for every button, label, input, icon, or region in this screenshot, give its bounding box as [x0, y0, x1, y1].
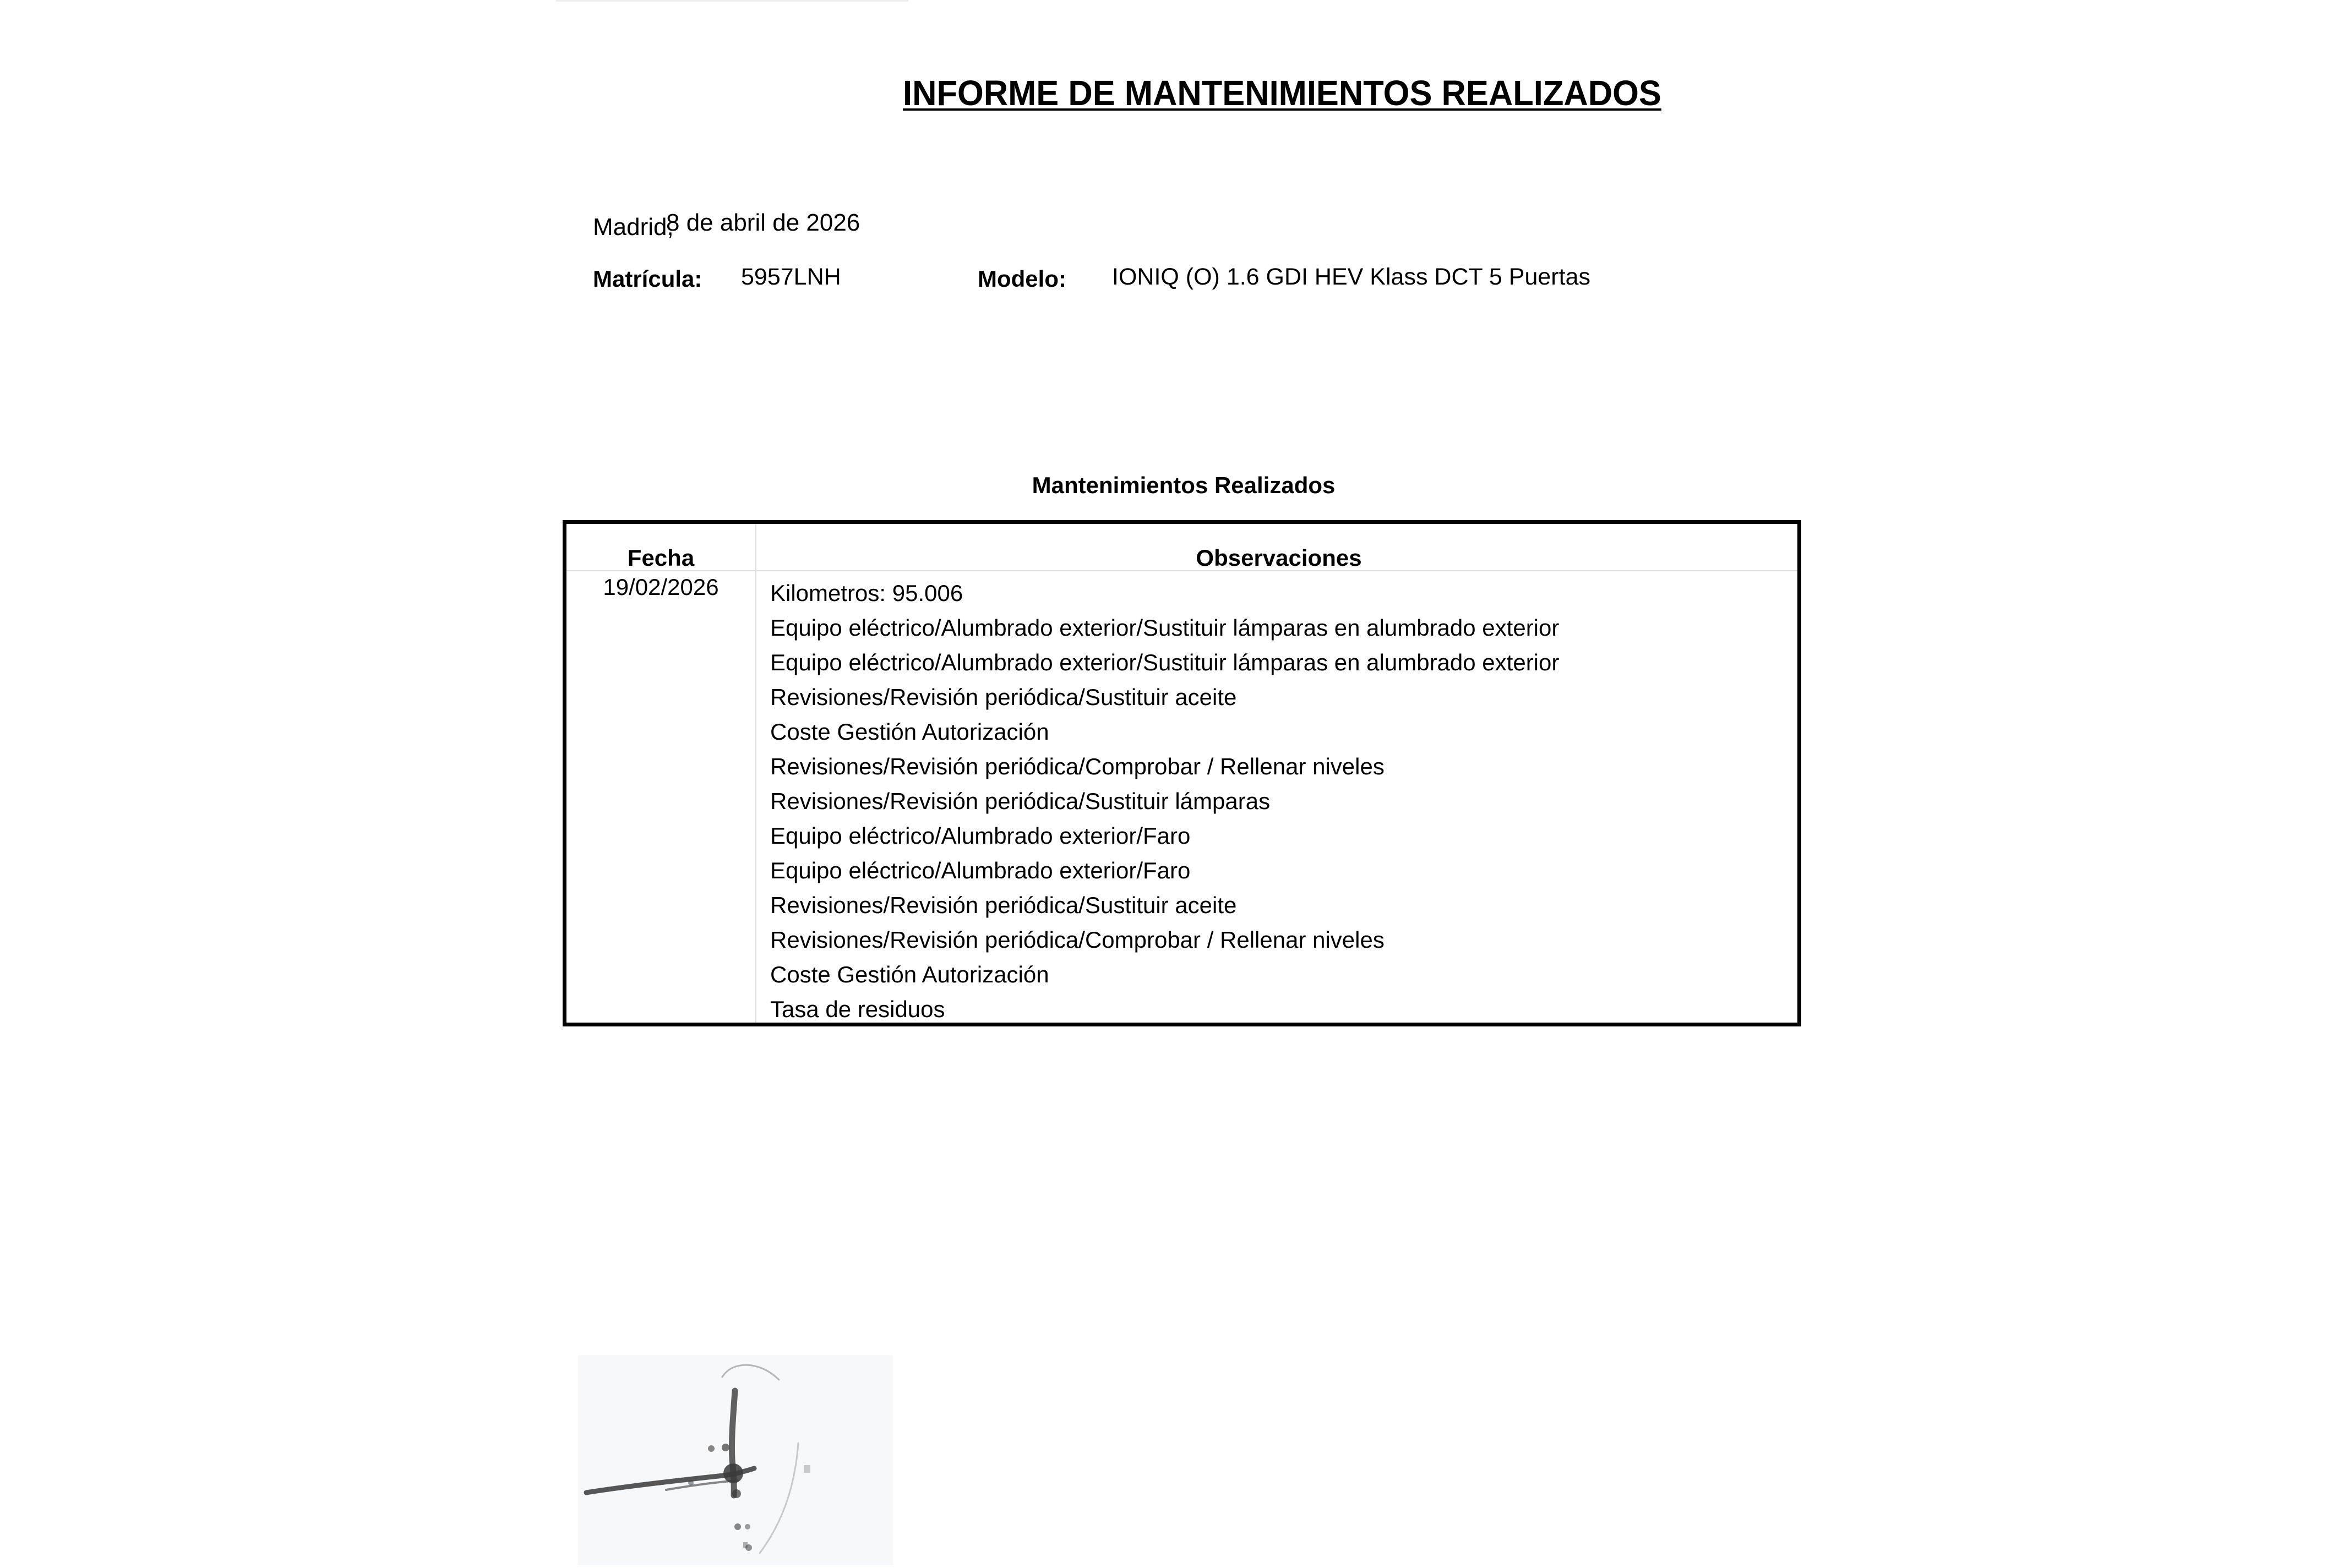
- observation-item: Equipo eléctrico/Alumbrado exterior/Faro: [770, 823, 1191, 849]
- observations-list: [770, 576, 1559, 1026]
- plate-label: Matrícula:: [593, 266, 702, 292]
- plate-value: 5957LNH: [741, 264, 841, 290]
- observation-item: Equipo eléctrico/Alumbrado exterior/Sustituir lámparas en alumbrado exterior: [770, 615, 1560, 641]
- observation-item: Equipo eléctrico/Alumbrado exterior/Sustituir lámparas en alumbrado exterior: [770, 649, 1560, 675]
- column-header-observations: Observaciones: [1196, 545, 1362, 571]
- observation-item: Revisiones/Revisión periódica/Sustituir lámparas: [770, 788, 1271, 814]
- observation-item: Revisiones/Revisión periódica/Sustituir aceite: [770, 892, 1237, 918]
- document-title: INFORME DE MANTENIMIENTOS REALIZADOS: [903, 73, 1661, 113]
- row-date: 19/02/2026: [603, 574, 719, 600]
- signature-icon: [578, 1355, 893, 1565]
- column-divider: [755, 524, 756, 1023]
- report-date: 8 de abril de 2026: [666, 209, 860, 236]
- maintenance-table: [563, 520, 1801, 1026]
- model-value: IONIQ (O) 1.6 GDI HEV Klass DCT 5 Puertas: [1112, 264, 1590, 290]
- observation-item: Coste Gestión Autorización: [770, 961, 1049, 987]
- observation-item: Kilometros: 95.006: [770, 580, 963, 606]
- observation-item: Revisiones/Revisión periódica/Comprobar / Rellenar niveles: [770, 753, 1385, 779]
- observation-item: Revisiones/Revisión periódica/Comprobar / Rellenar niveles: [770, 927, 1385, 953]
- section-title: Mantenimientos Realizados: [1032, 472, 1336, 498]
- observation-item: Tasa de residuos: [770, 996, 945, 1022]
- observation-item: Equipo eléctrico/Alumbrado exterior/Faro: [770, 857, 1191, 883]
- column-header-date: Fecha: [627, 545, 695, 571]
- observation-item: Revisiones/Revisión periódica/Sustituir aceite: [770, 684, 1237, 710]
- report-city: Madrid,: [593, 214, 674, 241]
- page-top-edge: [556, 0, 908, 2]
- observation-item: Coste Gestión Autorización: [770, 719, 1049, 745]
- model-label: Modelo:: [978, 266, 1066, 292]
